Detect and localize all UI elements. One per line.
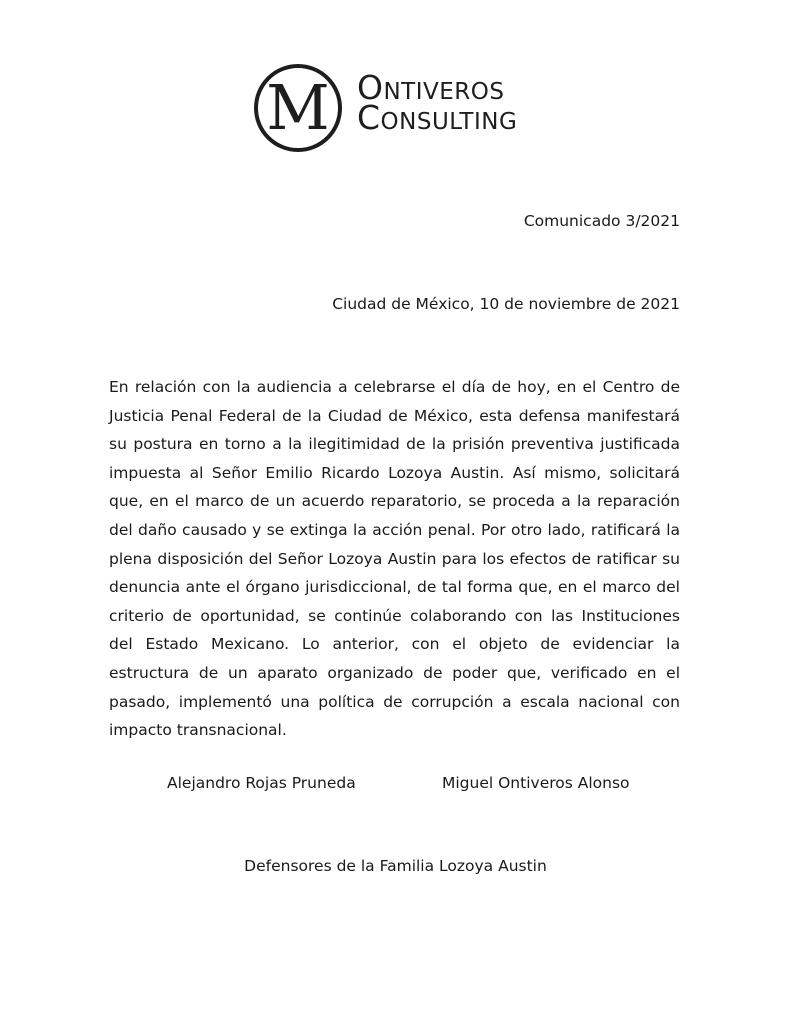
signatories-role: Defensores de la Familia Lozoya Austin (244, 857, 547, 875)
communique-number: Comunicado 3/2021 (523, 212, 680, 230)
company-logo (253, 63, 543, 153)
logo-wordmark (357, 68, 518, 137)
logo-wordmark-line1: Ontiveros (357, 68, 505, 107)
signatory-ontiveros: Miguel Ontiveros Alonso (442, 774, 630, 792)
place-and-date: Ciudad de México, 10 de noviembre de 2021 (332, 295, 680, 313)
logo-mark-icon (253, 63, 343, 153)
logo-wordmark-line2: Consulting (357, 98, 518, 137)
letter-body: En relación con la audiencia a celebrarse el día de hoy, en el Centro de Justicia Penal Federal de la Ciudad de México, esta defensa manifestará su postura en torno a la ilegitimidad de la prisión preventiva justificada impuesta al Señor Emilio Ricardo Lozoya Austin. Así mismo, solicitará que, en el marco de un acuerdo reparatorio, se proceda a la reparación del daño causado y se extinga la acción penal. Por otro lado, ratificará la plena disposición del Señor Lozoya Austin para los efectos de ratificar su denuncia ante el órgano jurisdiccional, de tal forma que, en el marco del criterio de oportunidad, se continúe colaborando con las Instituciones del Estado Mexicano. Lo anterior, con el objeto de evidenciar la estructura de un aparato organizado de poder que, verificado en el pasado, implementó una política de corrupción a escala nacional con impacto transnacional. (109, 378, 680, 740)
signatory-rojas: Alejandro Rojas Pruneda (167, 774, 356, 792)
logo-mark-letter: M (266, 71, 330, 144)
